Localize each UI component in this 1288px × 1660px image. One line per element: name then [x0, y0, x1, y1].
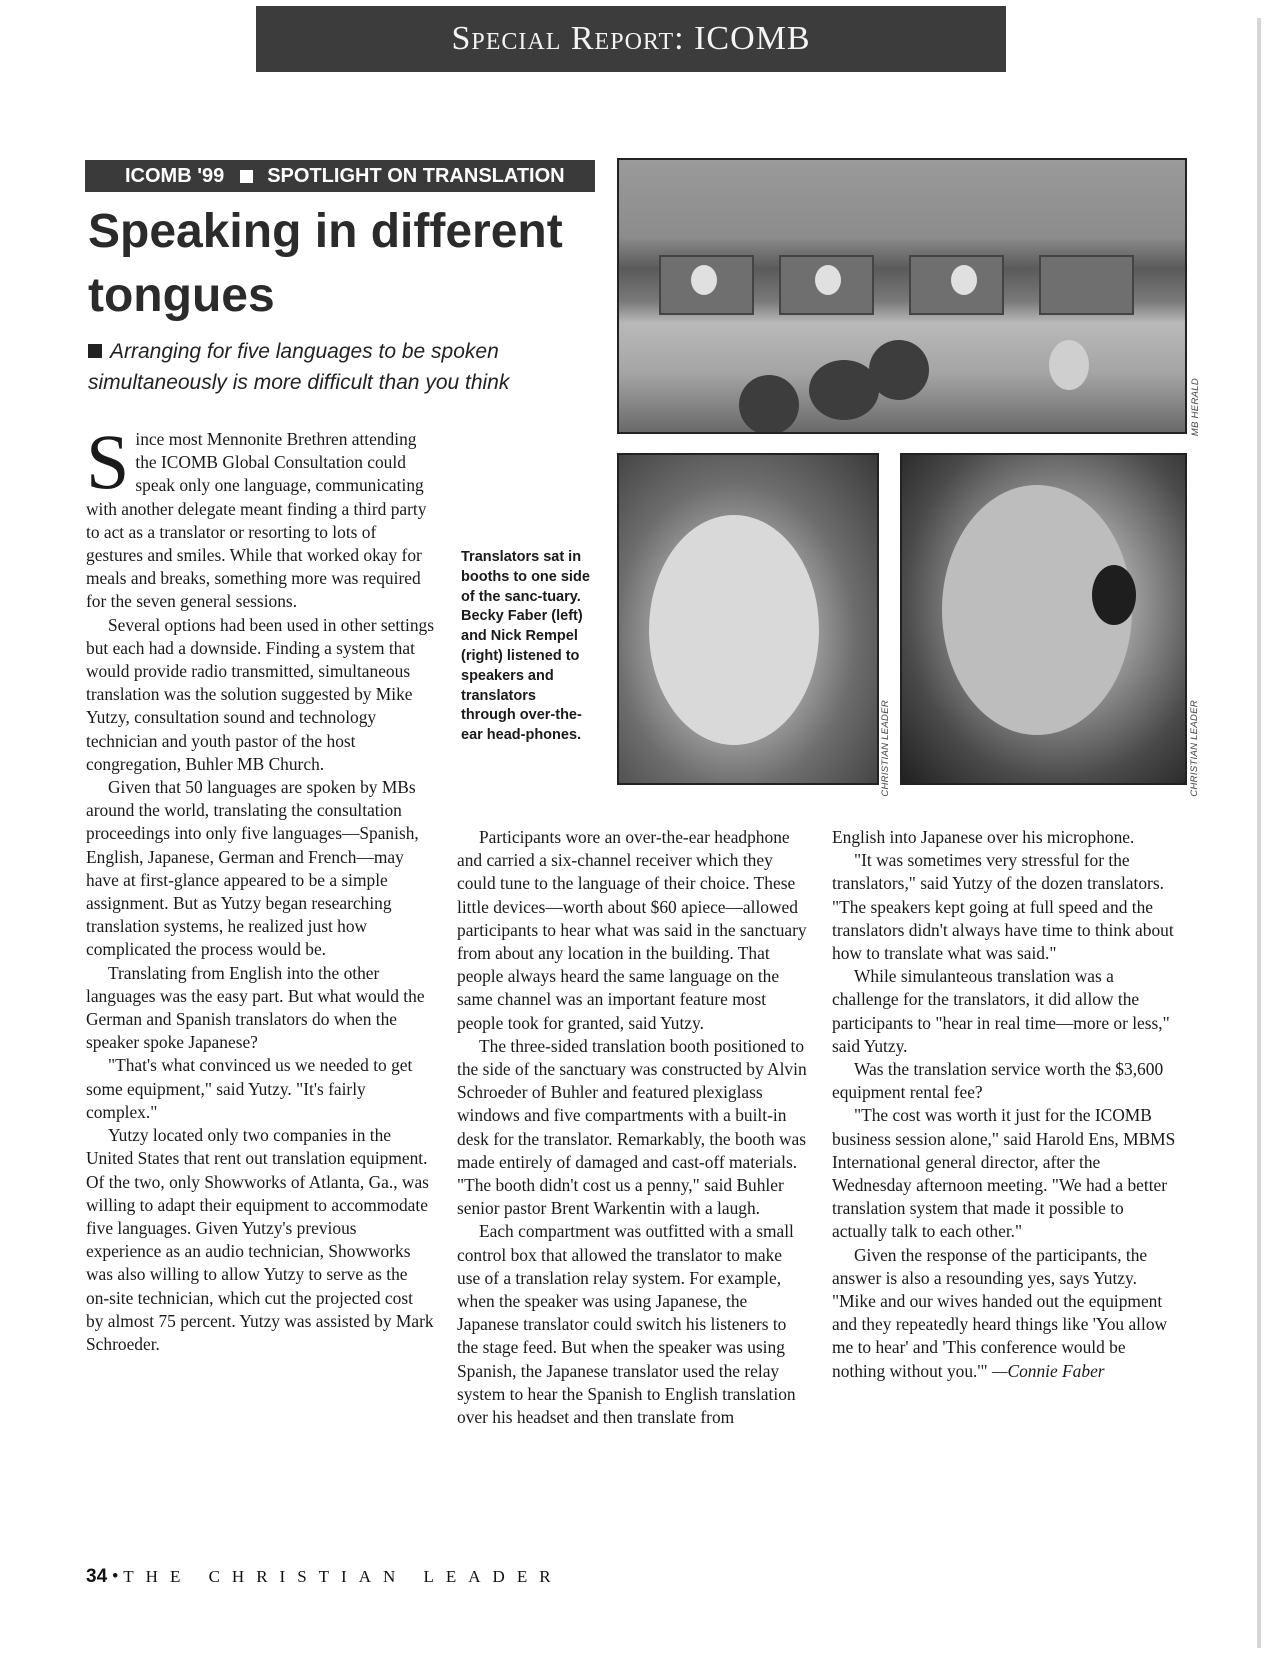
paragraph: "It was sometimes very stressful for the translators," said Yutzy of the dozen translators. "The speakers kept going at full speed and the translators didn't always have time to think about how to translate what was said." [832, 850, 1174, 964]
article-column-1 [86, 418, 435, 1356]
photo-credit: CHRISTIAN LEADER [1189, 700, 1200, 797]
square-bullet-icon [240, 170, 253, 183]
photo-credit: MB HERALD [1190, 378, 1201, 437]
paragraph: Several options had been used in other settings but each had a downside. Finding a system that would provide radio transmitted, simultaneous translation was the solution suggested by Mike Yutzy, consultation sound and technology technician and youth pastor of the host congregation, Buhler MB Church. [86, 614, 435, 774]
page-footer [86, 1566, 563, 1588]
deck-text: Arranging for five languages to be spoken simultaneously is more difficult than you think [88, 340, 510, 394]
square-bullet-icon [88, 344, 102, 358]
drop-cap: S [86, 418, 130, 505]
photo-becky-faber [617, 453, 879, 785]
paragraph: The three-sided translation booth positioned to the side of the sanctuary was constructed by Alvin Schroeder of Buhler and featured plexiglass windows and five compartments with a built-in desk for the translator. Remarkably, the booth was made entirely of damaged and cast-off materials. "The booth didn't cost us a penny," said Buhler senior pastor Brent Warkentin with a laugh. [457, 1035, 807, 1219]
photo-caption: Translators sat in booths to one side of the sanc-tuary. Becky Faber (left) and Nick Rempel (right) listened to speakers and translators through over-the-ear head-phones. [461, 549, 590, 744]
paragraph: Given the response of the participants, the answer is also a resounding yes, says Yutzy. "Mike and our wives handed out the equipment and they repeatedly heard things like 'You allow me to hear' and 'This conference would be nothing without you.'" —Connie Faber [832, 1244, 1168, 1381]
paragraph: "That's what convinced us we needed to get some equipment," said Yutzy. "It's fairly complex." [86, 1055, 413, 1122]
photo-translation-booths [617, 158, 1187, 434]
translator-face [951, 265, 977, 295]
paragraph: Each compartment was outfitted with a small control box that allowed the translator to make use of a translation relay system. For example, when the speaker was using Japanese, the Japanese translator could switch his listeners to the stage feed. But when the speaker was using Spanish, the Japanese translator used the relay system to hear the Spanish to English translation over his headset and then translate from [457, 1221, 796, 1428]
paragraph: Participants wore an over-the-ear headphone and carried a six-channel receiver which they could tune to the language of their choice. These little devices—worth about $60 apiece—allowed participants to hear what was said in the sanctuary from about any location in the building. That people always heard the same language on the same channel was an important feature most people took for granted, said Yutzy. [457, 827, 807, 1033]
kicker-right: SPOTLIGHT ON TRANSLATION [267, 165, 565, 187]
paragraph: "The cost was worth it just for the ICOMB business session alone," said Harold Ens, MBMS International general director, after the Wednesday afternoon meeting. "We had a better translation system that made it possible to actually talk to each other." [832, 1105, 1176, 1242]
paragraph: Yutzy located only two companies in the United States that rent out translation equipment. Of the two, only Showworks of Atlanta, Ga., was willing to adapt their equipment to accommodate five languages. Given Yutzy's previous experience as an audio technician, Showworks was also willing to allow Yutzy to serve as the on-site technician, which cut the projected cost by almost 75 percent. Yutzy was assisted by Mark Schroeder. [86, 1125, 434, 1354]
headline: Speaking in different tongues [88, 205, 563, 322]
paragraph: Translating from English into the other languages was the easy part. But what would the German and Spanish translators do when the speaker spoke Japanese? [86, 962, 425, 1053]
booth-window [1039, 255, 1134, 315]
footer-bullet: • [111, 1566, 119, 1587]
audience-face [1049, 340, 1089, 390]
article-column-2 [457, 826, 807, 1429]
paragraph: Since most Mennonite Brethren attending the ICOMB Global Consultation could speak only one language, communicating with another delegate meant finding a third party to act as a translator or resorting to lots of gestures and smiles. While that worked okay for meals and breaks, something more was required for the seven general sessions. [86, 418, 427, 612]
photo-nick-rempel [900, 453, 1187, 785]
photo-credit: CHRISTIAN LEADER [880, 700, 891, 797]
deck [88, 336, 608, 398]
listener-face [649, 515, 819, 745]
paragraph: Was the translation service worth the $3,600 equipment rental fee? [832, 1059, 1164, 1103]
magazine-name: THE CHRISTIAN LEADER [123, 1567, 563, 1586]
paragraph: Given that 50 languages are spoken by MBs around the world, translating the consultation proceedings into only five languages—Spanish, English, Japanese, German and French—may have at first-glance appeared to be a simple assignment. But as Yutzy began researching translation systems, he realized just how complicated the process would be. [86, 777, 419, 960]
paragraph: English into Japanese over his microphone. [832, 827, 1135, 847]
section-banner [256, 6, 1006, 72]
byline: —Connie Faber [992, 1360, 1105, 1381]
translator-face [815, 265, 841, 295]
audience-head [739, 375, 799, 434]
page-number: 34 [86, 1566, 108, 1587]
paragraph: While simulanteous translation was a challenge for the translators, it did allow the participants to "hear in real time—more or less," said Yutzy. [832, 966, 1170, 1056]
banner-title: Special Report: ICOMB [451, 20, 811, 57]
article-column-3 [832, 826, 1180, 1383]
kicker-bar [85, 160, 595, 192]
translator-face [691, 265, 717, 295]
kicker-left: ICOMB '99 [125, 165, 225, 187]
headphone-icon [1092, 565, 1136, 625]
audience-head [869, 340, 929, 400]
page-edge-rule [1257, 18, 1261, 1648]
